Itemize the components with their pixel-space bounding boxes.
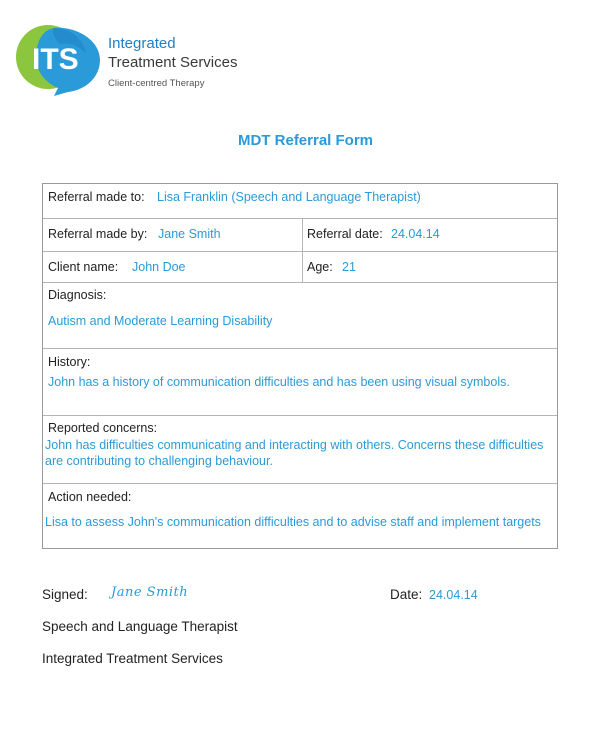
signed-label: Signed:: [42, 587, 88, 602]
action-value: Lisa to assess John's communication difficulties and to advise staff and implement targets: [45, 515, 541, 529]
age-label: Age:: [307, 260, 333, 274]
signer-organization: Integrated Treatment Services: [42, 651, 223, 666]
its-logo: [14, 22, 264, 97]
logo-mark-text: ITS: [32, 43, 79, 76]
form-title: MDT Referral Form: [237, 132, 374, 149]
history-label: History:: [48, 355, 91, 369]
signature: Jane Smith: [111, 585, 189, 600]
concerns-label: Reported concerns:: [48, 421, 158, 435]
referral-by-value: Jane Smith: [158, 227, 221, 241]
client-name-cell: [43, 252, 302, 282]
date-label: Date:: [390, 587, 423, 602]
referral-form-table: [42, 183, 558, 549]
client-name-label: Client name:: [48, 260, 119, 274]
row-action-needed: [43, 484, 557, 548]
row-history: [43, 349, 557, 416]
logo-tagline: Client-centred Therapy: [108, 78, 205, 89]
history-value: John has a history of communication difficulties and has been using visual symbols.: [48, 375, 510, 389]
row-reported-concerns: [43, 416, 557, 484]
signer-role: Speech and Language Therapist: [42, 619, 238, 634]
row-referral-to: [43, 184, 557, 219]
row-referral-by-date: [43, 219, 557, 252]
referral-by-cell: [43, 219, 302, 251]
its-logo-mark: [14, 22, 104, 97]
concerns-value-line1: John has difficulties communicating and interacting with others. Concerns these difficulties: [45, 438, 544, 452]
referral-by-label: Referral made by:: [48, 227, 148, 241]
age-cell: [302, 252, 557, 282]
referral-date-cell: [302, 219, 557, 251]
logo-brand-line2: Treatment Services: [108, 54, 238, 71]
action-label: Action needed:: [48, 490, 132, 504]
row-diagnosis: [43, 283, 557, 349]
diagnosis-label: Diagnosis:: [48, 288, 107, 302]
logo-brand-line1: Integrated: [108, 35, 176, 52]
age-value: 21: [342, 260, 356, 274]
diagnosis-value: Autism and Moderate Learning Disability: [48, 314, 273, 328]
referral-date-value: 24.04.14: [391, 227, 440, 241]
concerns-value-line2: are contributing to challenging behaviour.: [45, 454, 273, 468]
row-client-age: [43, 252, 557, 283]
client-name-value: John Doe: [132, 260, 186, 274]
referral-date-label: Referral date:: [307, 227, 383, 241]
referral-to-value: Lisa Franklin (Speech and Language Therapist): [157, 190, 421, 204]
date-value: 24.04.14: [429, 588, 478, 602]
referral-to-label: Referral made to:: [48, 190, 145, 204]
